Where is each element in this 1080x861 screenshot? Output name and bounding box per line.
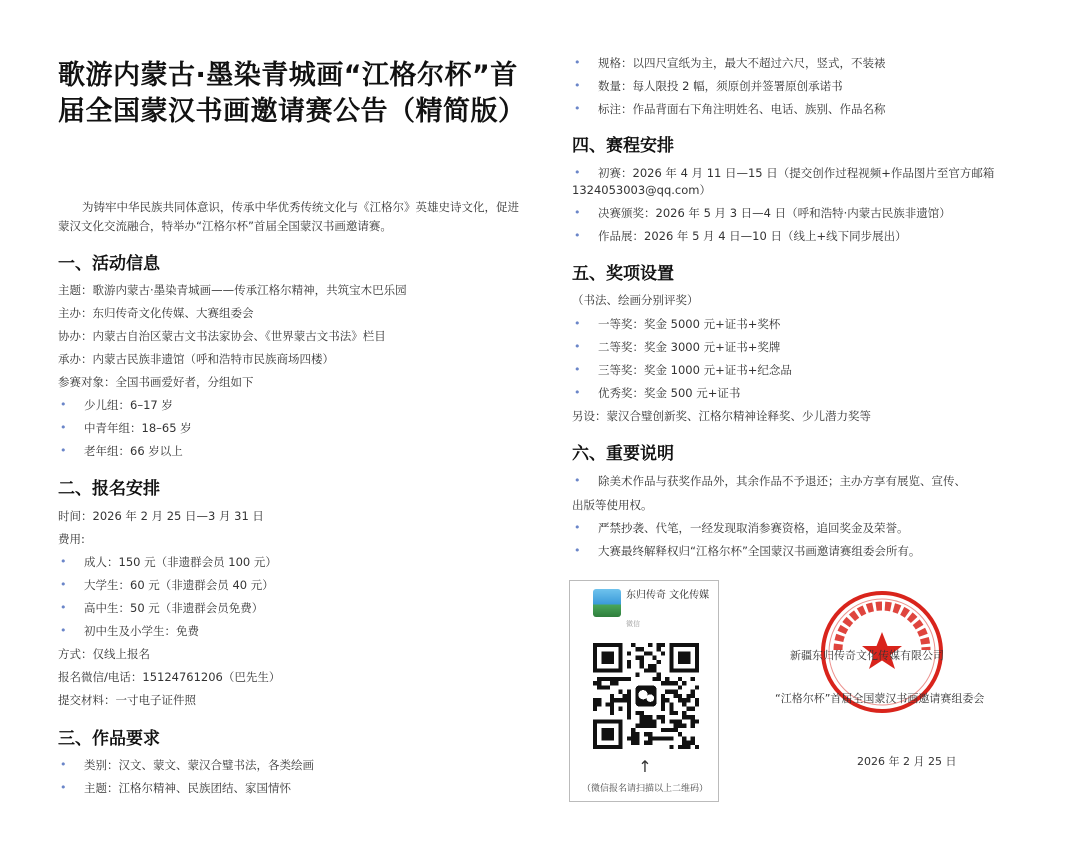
list-item: • 少儿组：6–17 岁	[58, 396, 173, 414]
list-item: • 严禁抄袭、代笔，一经发现取消参赛资格，追回奖金及荣誉。	[572, 519, 909, 537]
activity-theme: 主题：歌游内蒙古·墨染青城画——传承江格尔精神，共筑宝木巴乐园	[58, 283, 407, 297]
list-item: • 大学生：60 元（非遗群会员 40 元）	[58, 576, 274, 594]
list-item: • 优秀奖：奖金 500 元+证书	[572, 384, 740, 402]
list-item: • 初中生及小学生：免费	[58, 622, 199, 640]
signature-committee: “江格尔杯”首届全国蒙汉书画邀请赛组委会	[775, 692, 985, 705]
signature-company: 新疆东归传奇文化传媒有限公司	[790, 649, 944, 662]
official-email: 1324053003@qq.com）	[572, 183, 711, 197]
awards-note: （书法、绘画分别评奖）	[572, 293, 699, 307]
activity-co-organizer: 协办：内蒙古自治区蒙古文书法家协会、《世界蒙古文书法》栏目	[58, 329, 386, 343]
account-avatar	[593, 589, 621, 617]
list-item: • 成人：150 元（非遗群会员 100 元）	[58, 553, 277, 571]
activity-host: 主办：东归传奇文化传媒、大赛组委会	[58, 306, 254, 320]
list-item: • 高中生：50 元（非遗群会员免费）	[58, 599, 263, 617]
list-item: • 三等奖：奖金 1000 元+证书+纪念品	[572, 361, 792, 379]
registration-method: 方式：仅线上报名	[58, 647, 150, 661]
account-sub-label: 微信	[626, 620, 640, 628]
account-name: 东归传奇 文化传媒	[626, 590, 710, 601]
qr-code-icon[interactable]	[593, 643, 699, 749]
list-item: • 规格：以四尺宣纸为主，最大不超过六尺，竖式，不装裱	[572, 54, 886, 72]
list-item-continuation: 出版等使用权。	[572, 498, 653, 512]
registration-fee-label: 费用:	[58, 532, 85, 546]
list-item: • 中青年组：18–65 岁	[58, 419, 192, 437]
activity-target: 参赛对象：全国书画爱好者，分组如下	[58, 375, 254, 389]
list-item: • 作品展：2026 年 5 月 4 日—10 日（线上+线下同步展出）	[572, 227, 907, 245]
list-item: • 二等奖：奖金 3000 元+证书+奖牌	[572, 338, 780, 356]
registration-contact: 报名微信/电话：15124761206（巴先生）	[58, 670, 281, 684]
section-heading-activity: 一、活动信息	[58, 254, 160, 274]
section-heading-schedule: 四、赛程安排	[572, 136, 674, 156]
page-title: 歌游内蒙古·墨染青城画“江格尔杯”首届全国蒙汉书画邀请赛公告（精简版）	[58, 60, 526, 127]
activity-organizer: 承办：内蒙古民族非遗馆（呼和浩特市民族商场四楼）	[58, 352, 334, 366]
section-heading-requirements: 三、作品要求	[58, 729, 160, 749]
section-heading-registration: 二、报名安排	[58, 479, 160, 499]
registration-time: 时间：2026 年 2 月 25 日—3 月 31 日	[58, 509, 264, 523]
wechat-qr-card	[569, 580, 719, 802]
arrow-up-icon: ↑	[638, 757, 652, 776]
list-item: • 标注：作品背面右下角注明姓名、电话、族别、作品名称	[572, 100, 886, 118]
section-heading-awards: 五、奖项设置	[572, 264, 674, 284]
list-item: • 数量：每人限投 2 幅，须原创并签署原创承诺书	[572, 77, 843, 95]
awards-extra: 另设：蒙汉合璧创新奖、江格尔精神诠释奖、少儿潜力奖等	[572, 409, 871, 423]
intro-paragraph: 为铸牢中华民族共同体意识，传承中华优秀传统文化与《江格尔》英雄史诗文化，促进蒙汉文化交流融合，特举办“江格尔杯”首届全国蒙汉书画邀请赛。	[58, 200, 519, 233]
section-heading-notes: 六、重要说明	[572, 444, 674, 464]
list-item: • 大赛最终解释权归“江格尔杯”全国蒙汉书画邀请赛组委会所有。	[572, 542, 920, 560]
list-item: • 主题：江格尔精神、民族团结、家国情怀	[58, 779, 291, 797]
list-item: • 一等奖：奖金 5000 元+证书+奖杯	[572, 315, 780, 333]
list-item: • 初赛：2026 年 4 月 11 日—15 日（提交创作过程视频+作品图片至官方邮箱	[572, 164, 994, 182]
list-item: • 类别：汉文、蒙文、蒙汉合璧书法，各类绘画	[58, 756, 314, 774]
signature-date: 2026 年 2 月 25 日	[857, 755, 957, 768]
qr-note: （微信报名请扫描以上二维码）	[581, 784, 708, 794]
list-item: • 老年组：66 岁以上	[58, 442, 183, 460]
registration-material: 提交材料：一寸电子证件照	[58, 693, 196, 707]
list-item: • 决赛颁奖：2026 年 5 月 3 日—4 日（呼和浩特·内蒙古民族非遗馆）	[572, 204, 951, 222]
list-item: • 除美术作品与获奖作品外，其余作品不予退还；主办方享有展览、宣传、	[572, 472, 966, 490]
